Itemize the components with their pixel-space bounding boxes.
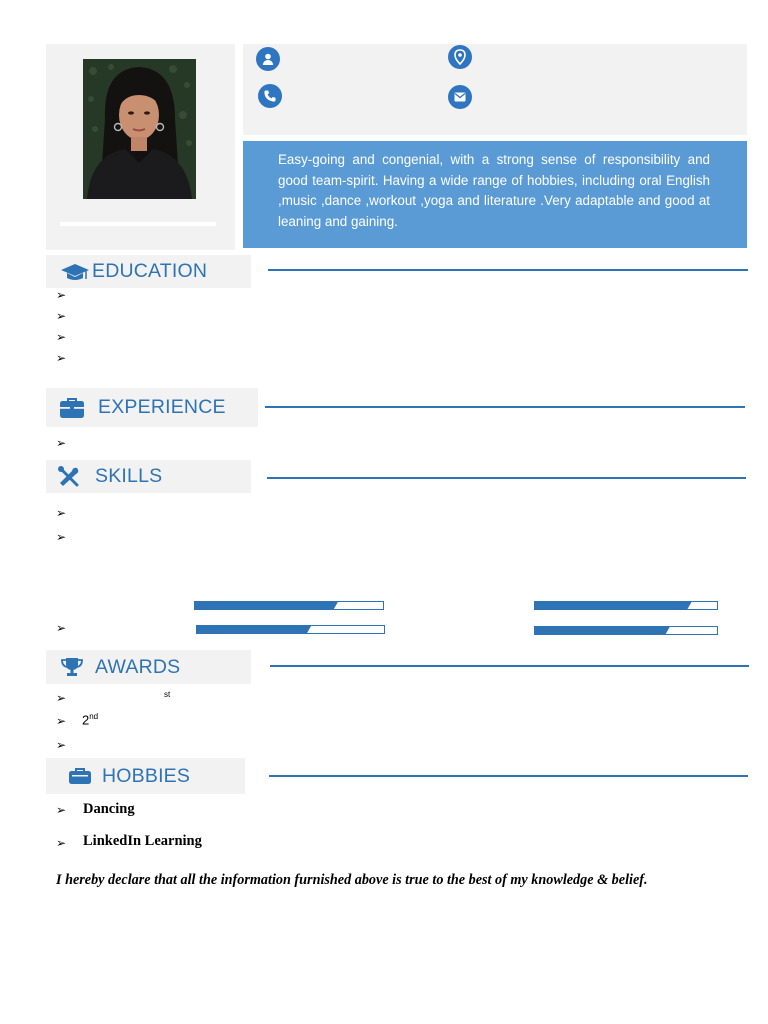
experience-header — [46, 388, 258, 427]
skill-bar-4 — [534, 626, 718, 635]
skill-bar-1 — [194, 601, 384, 610]
email-icon — [448, 85, 472, 109]
award-2-text — [82, 712, 98, 727]
education-bullet-3: ➢ — [56, 330, 67, 344]
awards-bullet-2: ➢ — [56, 714, 67, 728]
summary-text: Easy-going and congenial, with a strong sense of responsibility and good team-spirit. Having a wide range of hobbies, including oral English ,music ,dance ,workout ,yoga and literature .Very adaptable and good at leaning and gaining. — [278, 152, 710, 229]
skills-header — [46, 460, 251, 493]
award-2-prefix: 2 — [82, 712, 90, 728]
awards-title: AWARDS — [95, 655, 181, 678]
awards-header — [46, 650, 251, 684]
bag-icon — [68, 767, 92, 785]
name-line — [60, 222, 216, 226]
award-2-superscript: nd — [89, 712, 99, 721]
hobbies-title: HOBBIES — [102, 764, 191, 787]
hobbies-bullet-1: ➢ — [56, 803, 67, 817]
hobbies-rule — [269, 775, 748, 777]
trophy-icon — [60, 657, 84, 677]
skill-bar-3 — [534, 601, 718, 610]
skill-bar-fill-1 — [195, 602, 338, 609]
education-bullet-1: ➢ — [56, 288, 67, 302]
summary-box — [243, 141, 747, 248]
award-1-superscript: st — [164, 690, 171, 699]
awards-bullet-3: ➢ — [56, 738, 67, 752]
declaration-text: I hereby declare that all the information furnished above is true to the best of my knowledge & belief. — [56, 872, 648, 888]
briefcase-icon — [59, 397, 85, 419]
skill-bar-2 — [196, 625, 385, 634]
skills-bullet-1: ➢ — [56, 506, 67, 520]
hobby-item-1: Dancing — [83, 801, 135, 817]
skill-bar-fill-3 — [535, 602, 692, 609]
user-icon — [256, 47, 280, 71]
tools-icon — [57, 466, 81, 488]
contact-panel — [243, 44, 747, 135]
profile-photo — [83, 59, 196, 199]
experience-rule — [265, 406, 745, 408]
location-pin-icon — [448, 45, 472, 69]
education-rule — [268, 269, 748, 271]
phone-icon — [258, 84, 282, 108]
skills-title: SKILLS — [95, 465, 163, 487]
education-bullet-2: ➢ — [56, 309, 67, 323]
skill-bar-fill-2 — [197, 626, 311, 633]
skills-bullet-3: ➢ — [56, 621, 67, 635]
awards-bullet-1: ➢ — [56, 691, 67, 705]
skills-rule — [267, 477, 746, 479]
experience-title: EXPERIENCE — [98, 396, 226, 418]
hobbies-bullet-2: ➢ — [56, 836, 67, 850]
skill-bar-fill-4 — [535, 627, 670, 634]
graduation-cap-icon — [60, 261, 90, 283]
hobbies-header — [46, 758, 245, 794]
hobby-item-2: LinkedIn Learning — [83, 833, 202, 849]
education-title: EDUCATION — [92, 260, 208, 282]
education-header — [46, 255, 251, 288]
awards-rule — [270, 665, 749, 667]
experience-bullet-1: ➢ — [56, 436, 67, 450]
education-bullet-4: ➢ — [56, 351, 67, 365]
skills-bullet-2: ➢ — [56, 530, 67, 544]
